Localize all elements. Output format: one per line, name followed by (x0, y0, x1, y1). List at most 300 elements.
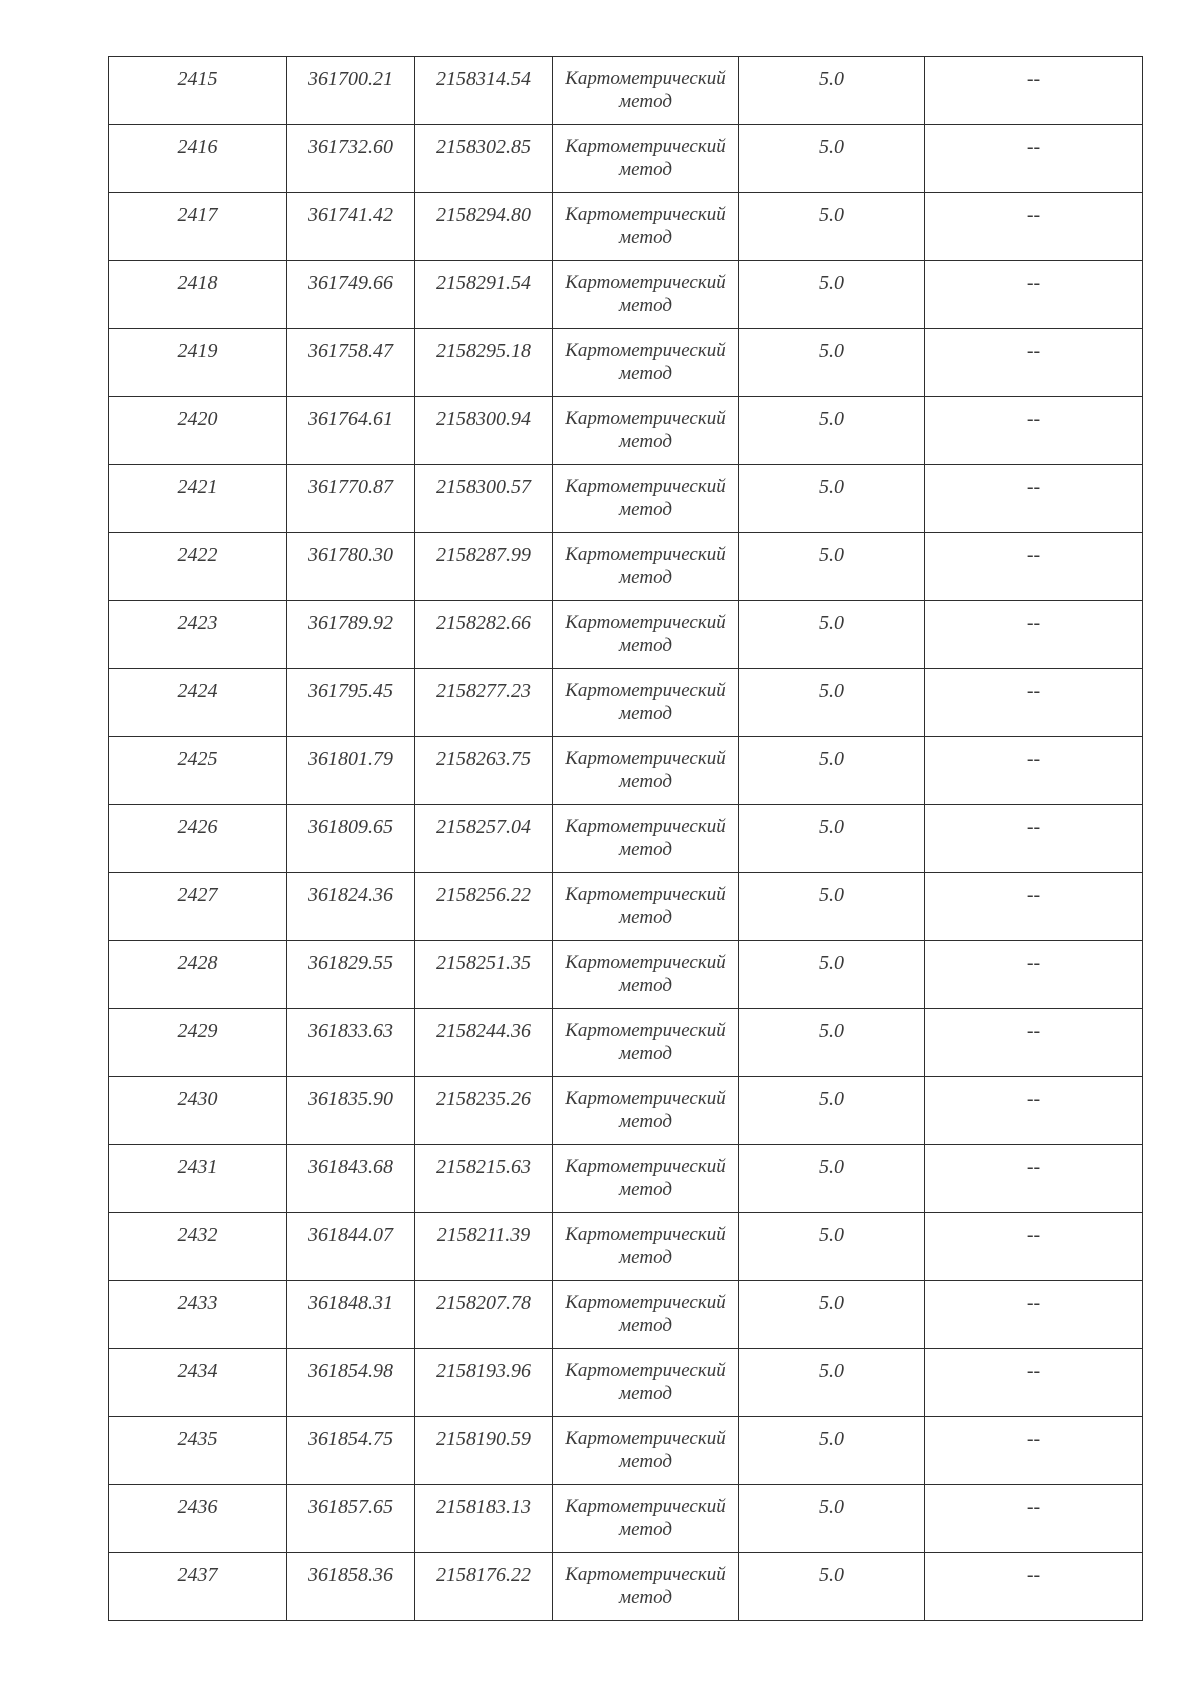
coordinate-y-cell (415, 1009, 553, 1077)
point-number-cell (109, 533, 287, 601)
accuracy-text: 5.0 (819, 1224, 844, 1246)
method-line-2: метод (619, 1247, 672, 1268)
coordinate-y-text: 2158314.54 (436, 68, 531, 90)
method-text (553, 1077, 738, 1133)
coordinate-x-cell (287, 261, 415, 329)
method-line-2: метод (619, 1043, 672, 1064)
table-row (109, 941, 1143, 1009)
coordinate-y-cell (415, 941, 553, 1009)
coordinate-y-cell (415, 533, 553, 601)
description-text: -- (1026, 1496, 1041, 1518)
method-text (553, 1349, 738, 1405)
method-line-2: метод (619, 1315, 672, 1336)
accuracy-text: 5.0 (819, 952, 844, 974)
accuracy-text: 5.0 (819, 1292, 844, 1314)
table-row (109, 533, 1143, 601)
coordinate-y-cell (415, 397, 553, 465)
method-line-1: Картометрический (565, 136, 726, 157)
point-number-text: 2421 (177, 476, 218, 498)
description-cell (925, 1349, 1143, 1417)
coordinate-x-cell (287, 737, 415, 805)
table-row (109, 601, 1143, 669)
method-cell (553, 465, 739, 533)
method-text (553, 805, 738, 861)
description-text: -- (1026, 340, 1041, 362)
table-row (109, 1077, 1143, 1145)
coordinate-x-cell (287, 1281, 415, 1349)
coordinate-x-text: 361795.45 (308, 680, 393, 702)
method-line-1: Картометрический (565, 1360, 726, 1381)
table-row (109, 261, 1143, 329)
point-number-cell (109, 1077, 287, 1145)
coordinate-y-cell (415, 1213, 553, 1281)
method-line-2: метод (619, 363, 672, 384)
method-text (553, 465, 738, 521)
coordinate-x-cell (287, 805, 415, 873)
coordinate-x-text: 361780.30 (308, 544, 393, 566)
point-number-cell (109, 1145, 287, 1213)
coordinate-y-text: 2158183.13 (436, 1496, 531, 1518)
method-cell (553, 57, 739, 125)
method-line-2: метод (619, 91, 672, 112)
method-line-2: метод (619, 295, 672, 316)
description-text: -- (1026, 204, 1041, 226)
method-cell (553, 1281, 739, 1349)
coordinate-y-text: 2158263.75 (436, 748, 531, 770)
coordinate-y-text: 2158294.80 (436, 204, 531, 226)
method-line-1: Картометрический (565, 408, 726, 429)
accuracy-text: 5.0 (819, 884, 844, 906)
accuracy-cell (739, 1145, 925, 1213)
accuracy-cell (739, 669, 925, 737)
method-line-1: Картометрический (565, 1088, 726, 1109)
method-line-2: метод (619, 1451, 672, 1472)
description-text: -- (1026, 1564, 1041, 1586)
coordinate-y-cell (415, 1485, 553, 1553)
accuracy-text: 5.0 (819, 68, 844, 90)
method-line-1: Картометрический (565, 1292, 726, 1313)
method-text (553, 193, 738, 249)
description-cell (925, 261, 1143, 329)
point-number-cell (109, 669, 287, 737)
coordinates-table-body (109, 57, 1143, 1621)
coordinate-y-text: 2158300.57 (436, 476, 531, 498)
coordinate-y-text: 2158235.26 (436, 1088, 531, 1110)
coordinate-x-cell (287, 1077, 415, 1145)
table-row (109, 1281, 1143, 1349)
point-number-text: 2427 (177, 884, 218, 906)
coordinate-x-cell (287, 397, 415, 465)
description-text: -- (1026, 1020, 1041, 1042)
coordinate-y-text: 2158282.66 (436, 612, 531, 634)
method-line-2: метод (619, 1111, 672, 1132)
point-number-text: 2435 (177, 1428, 218, 1450)
point-number-cell (109, 1417, 287, 1485)
method-line-2: метод (619, 1519, 672, 1540)
point-number-text: 2434 (177, 1360, 218, 1382)
description-cell (925, 193, 1143, 261)
method-line-1: Картометрический (565, 340, 726, 361)
table-row (109, 1213, 1143, 1281)
method-cell (553, 329, 739, 397)
accuracy-cell (739, 1077, 925, 1145)
description-cell (925, 1145, 1143, 1213)
coordinate-x-text: 361809.65 (308, 816, 393, 838)
coordinate-x-text: 361833.63 (308, 1020, 393, 1042)
accuracy-text: 5.0 (819, 1428, 844, 1450)
coordinate-y-cell (415, 1417, 553, 1485)
description-cell (925, 1417, 1143, 1485)
coordinate-x-cell (287, 125, 415, 193)
coordinate-x-text: 361848.31 (308, 1292, 393, 1314)
accuracy-cell (739, 125, 925, 193)
coordinate-y-cell (415, 737, 553, 805)
coordinate-y-text: 2158251.35 (436, 952, 531, 974)
coordinate-x-text: 361700.21 (308, 68, 393, 90)
method-text (553, 737, 738, 793)
coordinate-x-text: 361858.36 (308, 1564, 393, 1586)
accuracy-text: 5.0 (819, 340, 844, 362)
coordinate-x-cell (287, 941, 415, 1009)
point-number-text: 2429 (177, 1020, 218, 1042)
method-line-1: Картометрический (565, 1020, 726, 1041)
accuracy-cell (739, 1485, 925, 1553)
description-text: -- (1026, 544, 1041, 566)
table-row (109, 873, 1143, 941)
coordinate-x-cell (287, 669, 415, 737)
method-cell (553, 737, 739, 805)
point-number-text: 2415 (177, 68, 218, 90)
point-number-cell (109, 1213, 287, 1281)
point-number-text: 2418 (177, 272, 218, 294)
method-line-1: Картометрический (565, 952, 726, 973)
method-cell (553, 1553, 739, 1621)
method-line-1: Картометрический (565, 1428, 726, 1449)
coordinate-y-cell (415, 1145, 553, 1213)
accuracy-cell (739, 1213, 925, 1281)
method-cell (553, 1213, 739, 1281)
method-line-2: метод (619, 1587, 672, 1608)
method-text (553, 1281, 738, 1337)
method-cell (553, 397, 739, 465)
method-text (553, 125, 738, 181)
method-line-1: Картометрический (565, 204, 726, 225)
accuracy-cell (739, 941, 925, 1009)
point-number-cell (109, 737, 287, 805)
accuracy-cell (739, 57, 925, 125)
method-cell (553, 873, 739, 941)
accuracy-text: 5.0 (819, 1088, 844, 1110)
method-text (553, 1417, 738, 1473)
table-row (109, 329, 1143, 397)
coordinate-x-cell (287, 873, 415, 941)
coordinate-x-text: 361749.66 (308, 272, 393, 294)
method-text (553, 57, 738, 113)
method-line-1: Картометрический (565, 68, 726, 89)
accuracy-text: 5.0 (819, 816, 844, 838)
table-row (109, 1009, 1143, 1077)
description-text: -- (1026, 748, 1041, 770)
method-cell (553, 1349, 739, 1417)
coordinate-x-text: 361758.47 (308, 340, 393, 362)
description-cell (925, 533, 1143, 601)
coordinate-y-cell (415, 329, 553, 397)
method-cell (553, 125, 739, 193)
method-line-2: метод (619, 975, 672, 996)
accuracy-cell (739, 873, 925, 941)
point-number-cell (109, 1009, 287, 1077)
accuracy-cell (739, 397, 925, 465)
coordinate-x-text: 361789.92 (308, 612, 393, 634)
method-line-2: метод (619, 567, 672, 588)
table-row (109, 1145, 1143, 1213)
description-cell (925, 465, 1143, 533)
method-line-2: метод (619, 839, 672, 860)
description-cell (925, 669, 1143, 737)
table-row (109, 669, 1143, 737)
coordinate-x-cell (287, 465, 415, 533)
coordinate-y-text: 2158193.96 (436, 1360, 531, 1382)
method-text (553, 873, 738, 929)
coordinate-x-cell (287, 1485, 415, 1553)
method-cell (553, 601, 739, 669)
point-number-text: 2424 (177, 680, 218, 702)
description-text: -- (1026, 136, 1041, 158)
point-number-cell (109, 1485, 287, 1553)
description-text: -- (1026, 816, 1041, 838)
description-cell (925, 1077, 1143, 1145)
coordinate-x-text: 361843.68 (308, 1156, 393, 1178)
method-text (553, 329, 738, 385)
table-row (109, 805, 1143, 873)
method-line-1: Картометрический (565, 680, 726, 701)
method-line-2: метод (619, 227, 672, 248)
point-number-cell (109, 1349, 287, 1417)
accuracy-text: 5.0 (819, 1564, 844, 1586)
coordinate-y-cell (415, 873, 553, 941)
description-text: -- (1026, 1224, 1041, 1246)
method-cell (553, 1009, 739, 1077)
coordinate-x-cell (287, 1009, 415, 1077)
method-line-2: метод (619, 635, 672, 656)
coordinate-x-cell (287, 1213, 415, 1281)
point-number-text: 2437 (177, 1564, 218, 1586)
method-line-2: метод (619, 771, 672, 792)
coordinate-y-cell (415, 669, 553, 737)
coordinate-y-text: 2158176.22 (436, 1564, 531, 1586)
point-number-cell (109, 57, 287, 125)
coordinate-x-cell (287, 1417, 415, 1485)
accuracy-text: 5.0 (819, 1360, 844, 1382)
accuracy-cell (739, 1349, 925, 1417)
point-number-text: 2426 (177, 816, 218, 838)
coordinate-y-text: 2158287.99 (436, 544, 531, 566)
coordinate-y-cell (415, 465, 553, 533)
point-number-cell (109, 941, 287, 1009)
point-number-cell (109, 397, 287, 465)
point-number-cell (109, 601, 287, 669)
accuracy-text: 5.0 (819, 1156, 844, 1178)
accuracy-text: 5.0 (819, 1496, 844, 1518)
point-number-cell (109, 805, 287, 873)
description-cell (925, 1281, 1143, 1349)
point-number-text: 2416 (177, 136, 218, 158)
coordinate-x-text: 361741.42 (308, 204, 393, 226)
method-line-1: Картометрический (565, 272, 726, 293)
point-number-cell (109, 125, 287, 193)
description-cell (925, 737, 1143, 805)
point-number-text: 2433 (177, 1292, 218, 1314)
coordinate-x-cell (287, 1349, 415, 1417)
method-line-1: Картометрический (565, 816, 726, 837)
description-text: -- (1026, 612, 1041, 634)
method-cell (553, 805, 739, 873)
point-number-text: 2420 (177, 408, 218, 430)
method-cell (553, 669, 739, 737)
point-number-cell (109, 873, 287, 941)
accuracy-text: 5.0 (819, 680, 844, 702)
table-row (109, 465, 1143, 533)
point-number-cell (109, 1281, 287, 1349)
point-number-text: 2430 (177, 1088, 218, 1110)
point-number-cell (109, 193, 287, 261)
description-text: -- (1026, 1360, 1041, 1382)
method-text (553, 533, 738, 589)
method-cell (553, 1417, 739, 1485)
description-cell (925, 941, 1143, 1009)
coordinate-x-cell (287, 193, 415, 261)
method-cell (553, 1485, 739, 1553)
method-cell (553, 1145, 739, 1213)
accuracy-cell (739, 1009, 925, 1077)
method-text (553, 261, 738, 317)
coordinate-y-text: 2158211.39 (436, 1224, 531, 1246)
description-text: -- (1026, 680, 1041, 702)
method-text (553, 1009, 738, 1065)
coordinate-y-text: 2158207.78 (436, 1292, 531, 1314)
method-line-1: Картометрический (565, 612, 726, 633)
coordinate-y-cell (415, 193, 553, 261)
description-cell (925, 1485, 1143, 1553)
coordinate-x-text: 361844.07 (308, 1224, 393, 1246)
accuracy-cell (739, 1553, 925, 1621)
description-cell (925, 1213, 1143, 1281)
table-row (109, 193, 1143, 261)
method-cell (553, 533, 739, 601)
description-cell (925, 397, 1143, 465)
method-text (553, 601, 738, 657)
description-cell (925, 873, 1143, 941)
coordinate-y-text: 2158215.63 (436, 1156, 531, 1178)
method-line-2: метод (619, 907, 672, 928)
accuracy-text: 5.0 (819, 204, 844, 226)
point-number-text: 2423 (177, 612, 218, 634)
table-row (109, 1417, 1143, 1485)
coordinate-y-cell (415, 261, 553, 329)
method-line-2: метод (619, 1179, 672, 1200)
description-text: -- (1026, 1156, 1041, 1178)
description-cell (925, 329, 1143, 397)
method-text (553, 1485, 738, 1541)
accuracy-cell (739, 601, 925, 669)
coordinate-x-cell (287, 601, 415, 669)
table-row (109, 1485, 1143, 1553)
coordinate-y-text: 2158256.22 (436, 884, 531, 906)
coordinate-y-cell (415, 601, 553, 669)
description-text: -- (1026, 884, 1041, 906)
coordinate-x-text: 361770.87 (308, 476, 393, 498)
method-text (553, 941, 738, 997)
table-row (109, 1553, 1143, 1621)
coordinates-table (108, 56, 1143, 1621)
method-line-1: Картометрический (565, 1564, 726, 1585)
point-number-text: 2422 (177, 544, 218, 566)
method-text (553, 1145, 738, 1201)
point-number-text: 2436 (177, 1496, 218, 1518)
coordinate-y-text: 2158295.18 (436, 340, 531, 362)
method-line-2: метод (619, 159, 672, 180)
accuracy-text: 5.0 (819, 476, 844, 498)
point-number-text: 2425 (177, 748, 218, 770)
method-line-2: метод (619, 703, 672, 724)
coordinate-y-text: 2158300.94 (436, 408, 531, 430)
point-number-text: 2432 (177, 1224, 218, 1246)
description-text: -- (1026, 408, 1041, 430)
method-text (553, 397, 738, 453)
accuracy-cell (739, 805, 925, 873)
method-text (553, 1553, 738, 1609)
coordinate-y-cell (415, 805, 553, 873)
description-cell (925, 125, 1143, 193)
point-number-cell (109, 329, 287, 397)
accuracy-text: 5.0 (819, 544, 844, 566)
coordinate-y-cell (415, 1281, 553, 1349)
method-cell (553, 941, 739, 1009)
method-line-2: метод (619, 431, 672, 452)
point-number-cell (109, 1553, 287, 1621)
accuracy-text: 5.0 (819, 748, 844, 770)
description-text: -- (1026, 68, 1041, 90)
description-cell (925, 57, 1143, 125)
accuracy-cell (739, 533, 925, 601)
coordinate-x-text: 361764.61 (308, 408, 393, 430)
coordinate-y-cell (415, 57, 553, 125)
description-cell (925, 1009, 1143, 1077)
method-text (553, 1213, 738, 1269)
coordinate-x-text: 361835.90 (308, 1088, 393, 1110)
coordinate-y-text: 2158302.85 (436, 136, 531, 158)
coordinate-y-text: 2158291.54 (436, 272, 531, 294)
method-line-1: Картометрический (565, 1156, 726, 1177)
description-cell (925, 601, 1143, 669)
method-line-1: Картометрический (565, 1496, 726, 1517)
point-number-text: 2417 (177, 204, 218, 226)
coordinate-y-text: 2158277.23 (436, 680, 531, 702)
accuracy-text: 5.0 (819, 136, 844, 158)
coordinate-x-cell (287, 533, 415, 601)
coordinate-x-text: 361829.55 (308, 952, 393, 974)
coordinate-y-text: 2158244.36 (436, 1020, 531, 1042)
method-cell (553, 193, 739, 261)
description-text: -- (1026, 476, 1041, 498)
coordinate-y-text: 2158257.04 (436, 816, 531, 838)
method-line-1: Картометрический (565, 544, 726, 565)
method-line-1: Картометрический (565, 748, 726, 769)
accuracy-text: 5.0 (819, 272, 844, 294)
description-cell (925, 1553, 1143, 1621)
coordinate-x-cell (287, 329, 415, 397)
method-text (553, 669, 738, 725)
